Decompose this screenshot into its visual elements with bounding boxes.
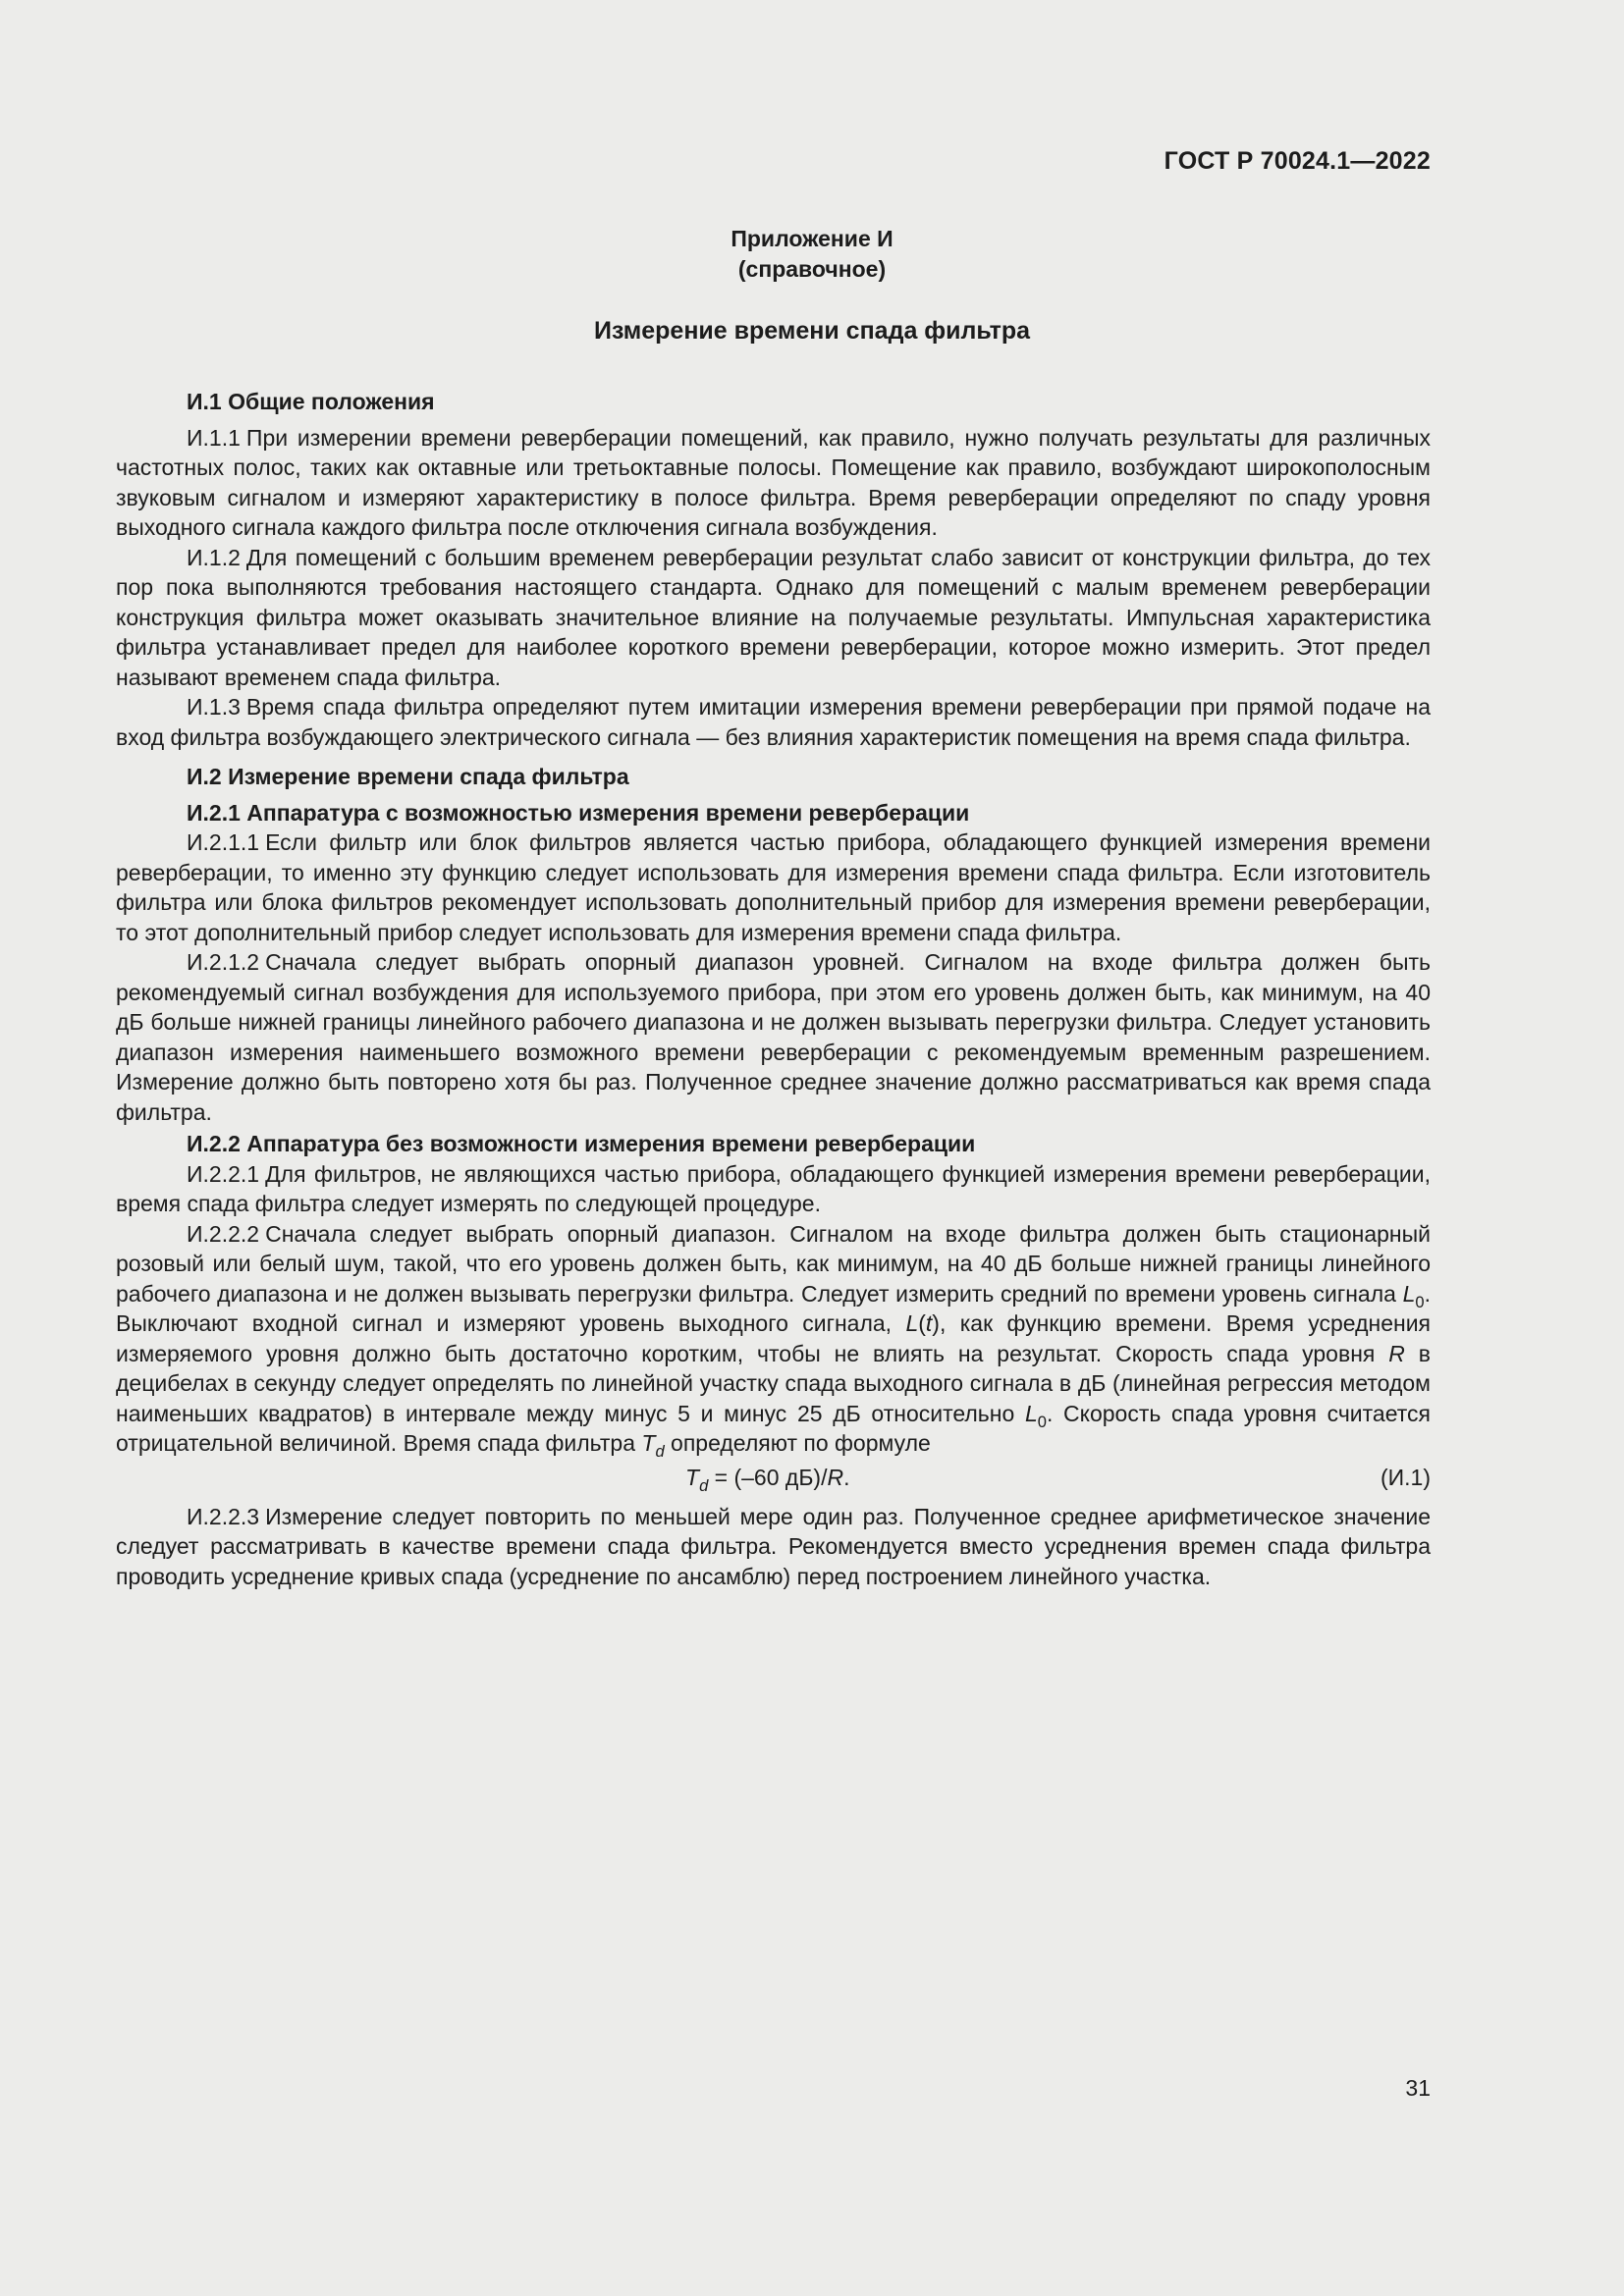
paragraph-number: И.1.2 <box>187 544 241 570</box>
paragraph-text: Для фильтров, не являющихся частью прибора, обладающего функцией измерения времени реверберации, время спада фильтра следует измерять по следующей процедуре. <box>116 1160 1431 1216</box>
symbol-T: T <box>641 1430 656 1456</box>
paragraph-1-2 <box>116 543 1431 693</box>
paragraph-text: Сначала следует выбрать опорный диапазон. Сигналом на входе фильтра должен быть стационарный розовый или белый шум, такой, что его уровень должен быть, как минимум, на 40 дБ больше нижней границы линейного рабочего диапазона и не должен вызывать перегрузки фильтра. Следует измерить средний по времени уровень сигнала <box>116 1220 1431 1307</box>
paragraph-number: И.2.2.3 <box>187 1503 260 1529</box>
formula-number: (И.1) <box>1380 1464 1431 1490</box>
paragraph-2-2-1 <box>116 1159 1431 1219</box>
section-heading-1: И.1 Общие положения <box>187 389 435 414</box>
paragraph-1-3 <box>116 692 1431 752</box>
document-body <box>116 387 1431 1591</box>
symbol-R: R <box>827 1464 844 1490</box>
symbol-t: t <box>925 1310 933 1336</box>
symbol-R: R <box>1388 1340 1405 1366</box>
paragraph-text: Для помещений с большим временем реверберации результат слабо зависит от конструкции фильтра, до тех пор пока выполняются требования настоящего стандарта. Однако для помещений с малым временем реверберации конструкция фильтра может оказывать значительное влияние на получаемые результаты. Импульсная характеристика фильтра устанавливает предел для наиболее короткого времени реверберации, которое можно измерить. Этот предел называют временем спада фильтра. <box>116 544 1431 690</box>
paragraph-text: , как функцию времени. Время усреднения измеряемого уровня должно быть достаточно коротким, чтобы не влиять на результат. Скорость спада уровня <box>116 1310 1431 1366</box>
annex-heading: Измерение времени спада фильтра <box>593 317 1031 345</box>
formula-rest: = (–60 дБ)/ <box>708 1464 828 1490</box>
paragraph-2-2-2 <box>116 1219 1431 1459</box>
paragraph-text: При измерении времени реверберации помещений, как правило, нужно получать результаты для различных частотных полос, таких как октавные или третьоктавные полосы. Помещение как правило, возбуждают широкополосным звуковым сигналом и измеряют характеристику в полосе фильтра. Время реверберации определяют по спаду уровня выходного сигнала каждого фильтра после отключения сигнала возбуждения. <box>116 424 1431 540</box>
paren-close: ) <box>932 1310 940 1336</box>
standard-code: ГОСТ Р 70024.1—2022 <box>1164 147 1431 175</box>
paragraph-2-2-3 <box>116 1502 1431 1592</box>
paragraph-number: И.2.1.1 <box>187 829 260 855</box>
page-number: 31 <box>1405 2075 1431 2101</box>
paragraph-text: Сначала следует выбрать опорный диапазон уровней. Сигналом на входе фильтра должен быть рекомендуемый сигнал возбуждения для используемого прибора, при этом его уровень должен быть, как минимум, на 40 дБ больше нижней границы линейного рабочего диапазона и не должен вызывать перегрузки фильтра. Следует установить диапазон измерения наименьшего возможного времени реверберации с рекомендуемым временным разрешением. Измерение должно быть повторено хотя бы раз. Полученное среднее значение должно рассматриваться как время спада фильтра. <box>116 949 1431 1125</box>
paragraph-text: Измерение следует повторить по меньшей мере один раз. Полученное среднее арифметическое значение следует рассматривать в качестве времени спада фильтра. Рекомендуется вместо усреднения времен спада фильтра проводить усреднение кривых спада (усреднение по ансамблю) перед построением линейного участка. <box>116 1503 1431 1589</box>
formula-I1 <box>116 1463 1431 1494</box>
subscript-d: d <box>655 1441 665 1461</box>
annex-title: Приложение И <box>731 226 893 251</box>
subsection-heading-2-1: И.2.1 Аппаратура с возможностью измерения времени реверберации <box>187 799 970 826</box>
formula-end: . <box>843 1464 850 1490</box>
paragraph-text: определяют по формуле <box>664 1430 931 1456</box>
paragraph-text: Если фильтр или блок фильтров является частью прибора, обладающего функцией измерения времени реверберации, то именно эту функцию следует использовать для измерения времени спада фильтра. Если изготовитель фильтра или блока фильтров рекомендует использовать дополнительный прибор для измерения времени реверберации, то этот дополнительный прибор следует использовать для измерения времени спада фильтра. <box>116 829 1431 945</box>
paragraph-text: . Выключают входной сигнал и измеряют уровень выходного сигнала, <box>116 1280 1431 1336</box>
paragraph-number: И.1.1 <box>187 424 241 451</box>
paragraph-2-1-2 <box>116 947 1431 1127</box>
paragraph-text: . Скорость спада уровня считается отрицательной величиной. Время спада фильтра <box>116 1400 1431 1456</box>
paragraph-text: в децибелах в секунду следует определять по линейной участку спада выходного сигнала в дБ (линейная регрессия методом наименьших квадратов) в интервале между минус 5 и минус 25 дБ относительно <box>116 1340 1432 1426</box>
paragraph-number: И.2.2.1 <box>187 1160 260 1187</box>
formula-expression <box>685 1463 849 1493</box>
paren-open: ( <box>918 1310 926 1336</box>
section-heading-2: И.2 Измерение времени спада фильтра <box>187 764 629 789</box>
annex-status: (справочное) <box>737 256 887 282</box>
annex-label <box>0 224 1624 285</box>
symbol-L: L <box>905 1310 919 1336</box>
symbol-L: L <box>1024 1400 1038 1426</box>
paragraph-text: Время спада фильтра определяют путем имитации измерения времени реверберации при прямой подаче на вход фильтра возбуждающего электрического сигнала — без влияния характеристик помещения на время спада фильтра. <box>116 694 1431 750</box>
subscript-d: d <box>699 1475 709 1495</box>
symbol-T: T <box>685 1464 700 1490</box>
paragraph-number: И.2.1.2 <box>187 949 260 975</box>
paragraph-number: И.2.2.2 <box>187 1220 260 1247</box>
paragraph-number: И.1.3 <box>187 694 241 720</box>
subscript-zero: 0 <box>1037 1412 1047 1431</box>
subscript-zero: 0 <box>1415 1292 1425 1311</box>
subsection-heading-2-2: И.2.2 Аппаратура без возможности измерения времени реверберации <box>187 1131 976 1156</box>
paragraph-1-1 <box>116 423 1431 543</box>
symbol-L: L <box>1402 1280 1416 1307</box>
paragraph-2-1-1 <box>116 828 1431 947</box>
